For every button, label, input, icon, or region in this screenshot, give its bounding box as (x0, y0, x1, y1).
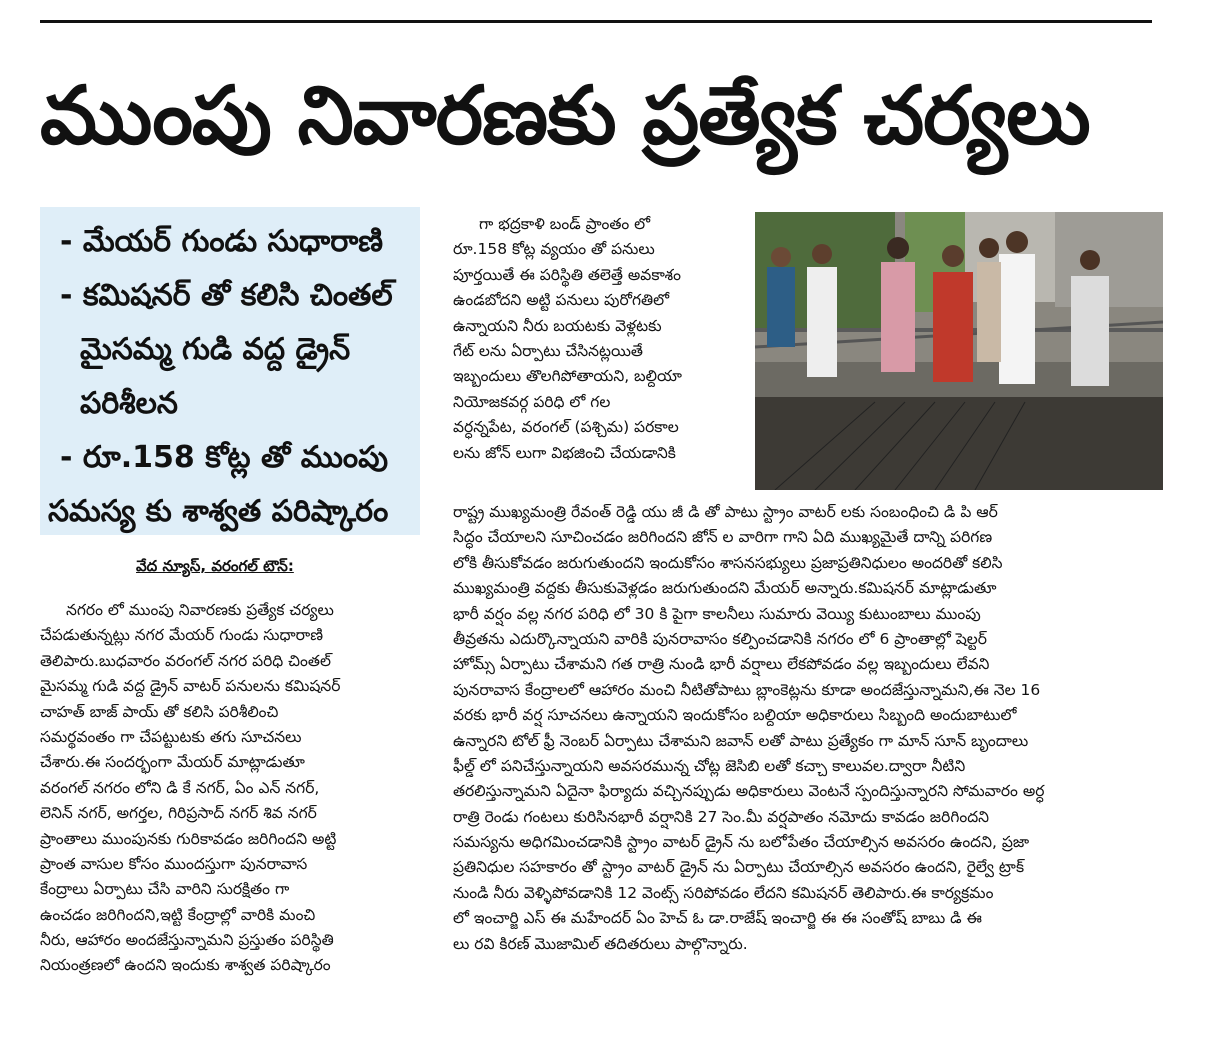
text-line: వరకు భారీ వర్ష సూచనలు ఉన్నాయని ఇందుకోసం బల్దియా అధికారులు సిబ్బంది అందుబాటులో (453, 706, 1017, 725)
highlights-box (40, 207, 420, 535)
text-line: ఉండబోదని అట్టి పనులు పురోగతిలో (453, 291, 670, 310)
right-top-column (453, 212, 743, 466)
text-line: నగరం లో ముంపు నివారణకు ప్రత్యేక చర్యలు (66, 601, 334, 619)
highlight-line: - మేయర్ గుండు సుధారాణి (60, 224, 384, 259)
text-line: ఫీల్డ్ లో పనిచేస్తున్నాయని అవసరమున్న చోట్ల జెసిబి లతో కచ్చా కాలువల.ద్వారా నీటిని (453, 756, 966, 775)
text-line: సమర్థవంతం గా చేపట్టుటకు తగు సూచనలు (40, 727, 302, 746)
text-line: గేట్ లను ఏర్పాటు చేసినట్లయితే (453, 341, 643, 360)
text-line: లోకి తీసుకోవడం జరుగుతుందని ఇందుకోసం శాసనసభ్యులు ప్రజాప్రతినిధులం అందరితో కలిసి (453, 553, 1003, 572)
highlight-line: పరిశీలన (80, 386, 178, 421)
highlight-line: మైసమ్మ గుడి వద్ద డ్రైన్ (80, 332, 351, 367)
text-line: హోమ్స్ ఏర్పాటు చేశామని గత రాత్రి నుండి భారీ వర్షాలు లేకపోవడం వల్ల ఇబ్బందులు లేవని (453, 655, 990, 674)
text-line: లెనిన్ నగర్, అగర్తల, గిరిప్రసాద్ నగర్ శివ నగర్ (40, 804, 317, 823)
byline: వేద న్యూస్, వరంగల్ టౌన్: (136, 557, 294, 575)
top-rule (40, 20, 1152, 23)
text-line: ప్రతినిధుల సహకారం తో స్ట్రాం వాటర్ డ్రైన్ ను ఏర్పాటు చేయాల్సిన అవసరం ఉందని, రైల్వే ట్రాక్ (453, 858, 1025, 877)
text-line: చేపడుతున్నట్లు నగర మేయర్ గుండు సుధారాణి (40, 626, 323, 645)
text-line: ఉన్నారని టోల్ ఫ్రీ నెంబర్ ఏర్పాటు చేశామని జవాన్ లతో పాటు ప్రత్యేకం గా మాన్ సూన్ బృందాలు (453, 731, 1029, 750)
text-line: తీవ్రతను ఎదుర్కొన్నాయని వారికి పునరావాసం కల్పించడానికి నగరం లో 6 ప్రాంతాల్లో షెల్టర్ (453, 629, 987, 648)
text-line: భారీ వర్షం వల్ల నగర పరిధి లో 30 కి పైగా కాలనీలు సుమారు వెయ్యి కుటుంబాలు ముంపు (453, 604, 981, 623)
text-line: నియోజకవర్గ పరిధి లో గల (453, 392, 611, 411)
text-line: ప్రాంత వాసుల కోసం ముందస్తుగా పునరావాస (40, 854, 308, 873)
text-line: లో ఇంచార్జి ఎస్ ఈ మహేందర్ ఏం హెచ్ ఓ డా.రాజేష్ ఇంచార్జి ఈ ఈ సంతోష్ బాబు డి ఈ (453, 909, 982, 928)
text-line: లు రవి కిరణ్ మొజామిల్ తదితరులు పాల్గొన్నారు. (453, 934, 748, 953)
text-line: నుండి నీరు వెళ్ళిపోవడానికి 12 వెంట్స్ సరిపోవడం లేదని కమిషనర్ తెలిపారు.ఈ కార్యక్రమం (453, 883, 994, 902)
text-line: రూ.158 కోట్ల వ్యయం తో పనులు (453, 240, 655, 259)
news-photo (755, 212, 1163, 490)
text-line: మైసమ్మ గుడి వద్ద డ్రైన్ వాటర్ పనులను కమిషనర్ (40, 677, 341, 696)
text-line: ఉన్నాయని నీరు బయటకు వెళ్లటకు (453, 316, 662, 335)
text-line: చేశారు.ఈ సందర్భంగా మేయర్ మాట్లాడుతూ (40, 753, 305, 772)
highlight-line: - కమిషనర్ తో కలిసి చింతల్ (60, 278, 393, 313)
text-line: సిద్ధం చేయాలని సూచించడం జరిగిందని జోన్ ల వారిగా గాని ఏది ముఖ్యమైతే దాన్ని పరిగణ (453, 528, 993, 547)
highlight-line: - రూ.158 కోట్ల తో ముంపు (60, 440, 389, 475)
text-line: వర్ధన్నపేట, వరంగల్ (పశ్చిమ) పరకాల (453, 418, 679, 437)
text-line: రాష్ట్ర ముఖ్యమంత్రి రేవంత్ రెడ్డి యు జీ డి తో పాటు స్ట్రాం వాటర్ లకు సంబంధించి డి పి ఆర్ (453, 503, 998, 521)
text-line: లను జోన్ లుగా విభజించి చేయడానికి (453, 443, 676, 462)
text-line: నీరు, ఆహారం అందజేస్తున్నామని ప్రస్తుతం పరిస్థితి (40, 931, 334, 950)
text-line: ఉంచడం జరిగిందని,ఇట్టి కేంద్రాల్లో వారికి మంచి (40, 905, 316, 924)
text-line: సమస్యను అధిగమించడానికి స్ట్రాం వాటర్ డ్రైన్ ను బలోపేతం చేయాల్సిన అవసరం ఉందని, ప్రజా (453, 833, 1030, 852)
text-line: నియంత్రణలో ఉందని ఇందుకు శాశ్వత పరిష్కారం (40, 956, 331, 975)
text-line: రాత్రి రెండు గంటలు కురిసినభారీ వర్షానికి 27 సెం.మీ వర్షపాతం నమోదు కావడం జరిగిందని (453, 807, 990, 826)
text-line: గా భద్రకాళి బండ్ ప్రాంతం లో (479, 215, 651, 233)
text-line: పునరావాస కేంద్రాలలో ఆహారం మంచి నీటితోపాటు బ్లాంకెట్లను కూడా అందజేస్తున్నామని,ఈ నెల 16 (453, 680, 1041, 699)
text-line: ప్రాంతాలు ముంపునకు గురికావడం జరిగిందని అట్టి (40, 829, 337, 848)
text-line: ఇబ్బందులు తొలగిపోతాయని, బల్దియా (453, 367, 682, 386)
text-line: ముఖ్యమంత్రి వద్దకు తీసుకువెళ్లడం జరుగుతుందని మేయర్ అన్నారు.కమిషనర్ మాట్లాడుతూ (453, 579, 997, 598)
text-line: తరలిస్తున్నామని ఏదైనా ఫిర్యాదు వచ్చినప్పుడు అధికారులు వెంటనే స్పందిస్తున్నారని సోమవారం అర్ధ (453, 782, 1045, 801)
left-column (40, 598, 420, 979)
text-line: వరంగల్ నగరం లోని డి కే నగర్, ఏం ఎన్ నగర్, (40, 778, 320, 797)
headline: ముంపు నివారణకు ప్రత్యేక చర్యలు (40, 69, 1090, 162)
text-line: చాహత్ బాజ్ పాయ్ తో కలిసి పరిశీలించి (40, 702, 279, 721)
right-bottom-column (453, 500, 1163, 957)
text-line: కేంద్రాలు ఏర్పాటు చేసి వారిని సురక్షితం గా (40, 880, 290, 899)
text-line: పూర్తయితే ఈ పరిస్థితి తలెత్తే అవకాశం (453, 265, 681, 284)
highlight-line: సమస్య కు శాశ్వత పరిష్కారం (48, 494, 389, 529)
text-line: తెలిపారు.బుధవారం వరంగల్ నగర పరిధి చింతల్ (40, 651, 331, 670)
